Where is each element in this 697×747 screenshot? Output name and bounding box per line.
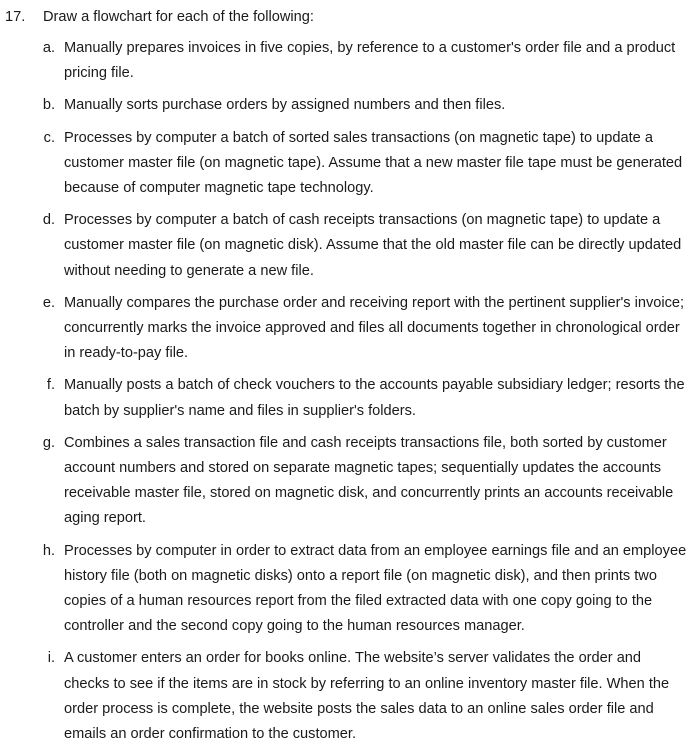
- item-text: A customer enters an order for books online. The website’s server validates the order and checks to see if the items are in stock by referring to an online inventory master file. When the order process is complete, the website posts the sales data to an online sales order file and emails an order confirmation to the customer.: [64, 650, 670, 743]
- item-letter: d.: [42, 212, 55, 229]
- question-header: [0, 5, 697, 30]
- item-letter: f.: [46, 377, 55, 394]
- list-item: [0, 36, 697, 86]
- question-prompt: Draw a flowchart for each of the following:: [43, 9, 314, 25]
- item-text: Manually sorts purchase orders by assigned numbers and then files.: [64, 97, 506, 114]
- item-text: Manually compares the purchase order and receiving report with the pertinent supplier's invoice; concurrently marks the invoice approved and files all documents together in chronological order in ready-to-pay file.: [64, 294, 685, 362]
- list-item: [0, 373, 697, 423]
- item-text: Combines a sales transaction file and cash receipts transactions file, both sorted by customer account numbers and stored on separate magnetic tapes; sequentially updates the accounts receivable master file, stored on magnetic disk, and concurrently prints an accounts receivable aging report.: [64, 434, 674, 527]
- item-text: Processes by computer a batch of cash receipts transactions (on magnetic tape) to update a customer master file (on magnetic disk). Assume that the old master file can be directly updated without needing to generate a new file.: [64, 212, 682, 279]
- list-item: [0, 126, 697, 202]
- list-item: [0, 93, 697, 118]
- item-text: Manually posts a batch of check vouchers to the accounts payable subsidiary ledger; resorts the batch by supplier's name and files in supplier's folders.: [64, 377, 685, 419]
- item-letter: e.: [42, 294, 55, 311]
- list-item: [0, 539, 697, 640]
- list-item: [0, 646, 697, 747]
- item-letter: a.: [42, 40, 55, 56]
- item-letter: g.: [42, 434, 55, 451]
- list-item: [0, 208, 697, 284]
- item-text: Processes by computer in order to extract data from an employee earnings file and an employee history file (both on magnetic disks) onto a report file (on magnetic disk), and then prints two copies of a human resources report from the filed extracted data with one copy going to the controller and the second copy going to the human resources manager.: [64, 542, 687, 635]
- item-letter: i.: [47, 650, 55, 667]
- item-text: Processes by computer a batch of sorted sales transactions (on magnetic tape) to update a customer master file (on magnetic tape). Assume that a new master file tape must be generated because of computer magnetic tape technology.: [64, 129, 683, 197]
- item-letter: h.: [42, 542, 55, 559]
- question-number: 17.: [5, 9, 26, 25]
- item-list: [0, 36, 697, 747]
- item-letter: c.: [43, 129, 55, 146]
- item-letter: b.: [42, 97, 55, 114]
- item-text: Manually prepares invoices in five copies, by reference to a customer's order file and a product pricing file.: [64, 40, 676, 82]
- list-item: [0, 431, 697, 532]
- list-item: [0, 291, 697, 367]
